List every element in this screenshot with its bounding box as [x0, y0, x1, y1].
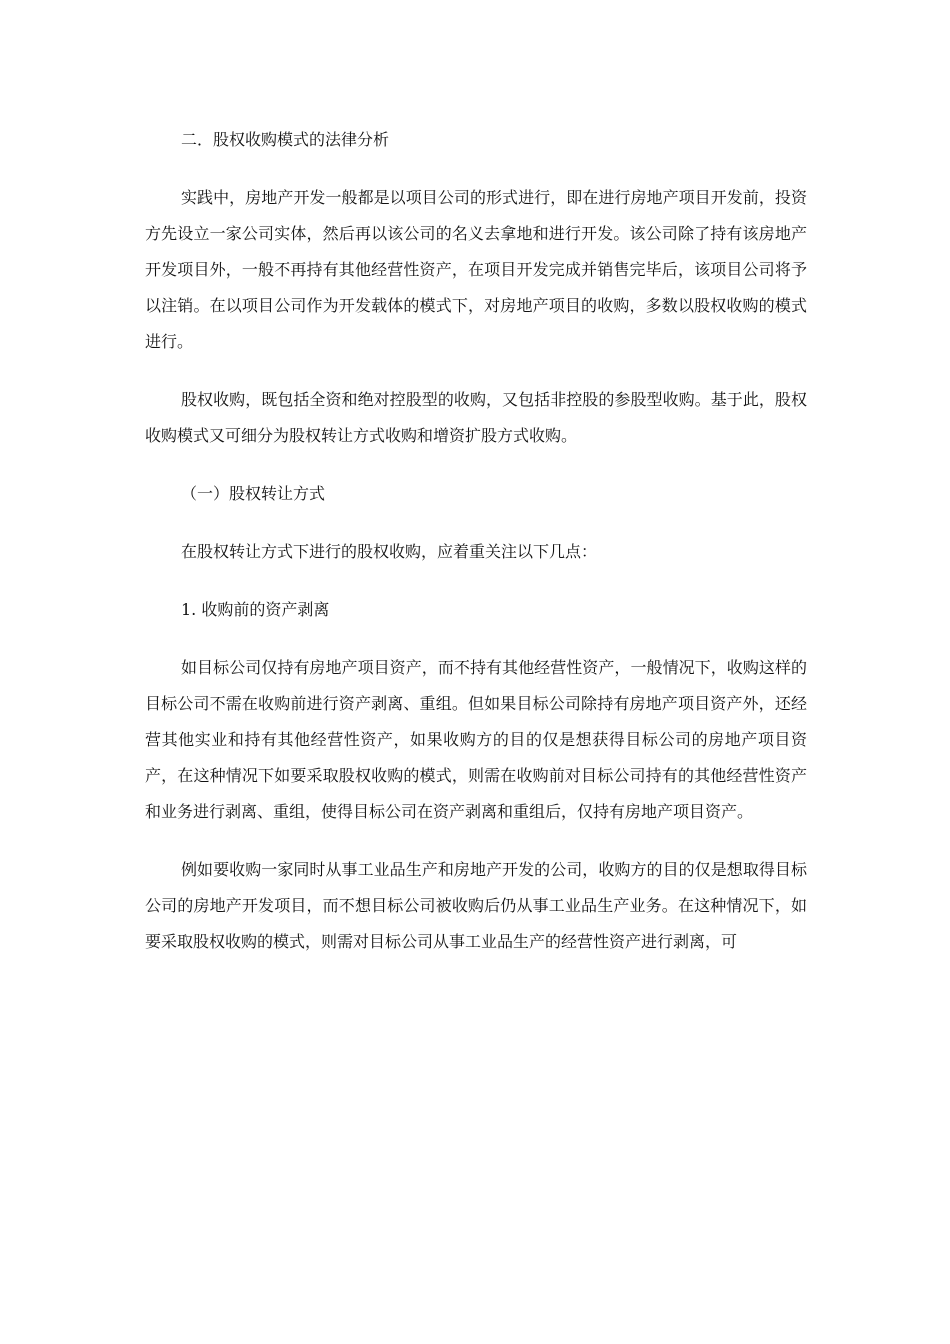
paragraph-key-points: 在股权转让方式下进行的股权收购，应着重关注以下几点：: [181, 542, 598, 561]
paragraph-example: 例如要收购一家同时从事工业品生产和房地产开发的公司，收购方的目的仅是想取得目标公司的房地产开发项目，而不想目标公司被收购后仍从事工业品生产业务。在这种情况下，如要采取股权收购的模式，则需对目标公司从事工业品生产的经营性资产进行剥离，可: [145, 860, 807, 951]
document-body: [145, 122, 807, 982]
paragraph-asset-stripping: 如目标公司仅持有房地产项目资产，而不持有其他经营性资产，一般情况下，收购这样的目标公司不需在收购前进行资产剥离、重组。但如果目标公司除持有房地产项目资产外，还经营其他实业和持有其他经营性资产，如果收购方的目的仅是想获得目标公司的房地产项目资产，在这种情况下如要采取股权收购的模式，则需在收购前对目标公司持有的其他经营性资产和业务进行剥离、重组，使得目标公司在资产剥离和重组后，仅持有房地产项目资产。: [145, 658, 807, 821]
paragraph-equity-acquisition: 股权收购，既包括全资和绝对控股型的收购，又包括非控股的参股型收购。基于此，股权收购模式又可细分为股权转让方式收购和增资扩股方式收购。: [145, 390, 807, 445]
subsection-heading: （一）股权转让方式: [181, 484, 326, 503]
section-heading: 二．股权收购模式的法律分析: [181, 130, 390, 149]
list-item-heading: 1. 收购前的资产剥离: [181, 600, 330, 619]
paragraph-practice: 实践中，房地产开发一般都是以项目公司的形式进行，即在进行房地产项目开发前，投资方先设立一家公司实体，然后再以该公司的名义去拿地和进行开发。该公司除了持有该房地产开发项目外，一般不再持有其他经营性资产，在项目开发完成并销售完毕后，该项目公司将予以注销。在以项目公司作为开发载体的模式下，对房地产项目的收购，多数以股权收购的模式进行。: [145, 188, 807, 351]
